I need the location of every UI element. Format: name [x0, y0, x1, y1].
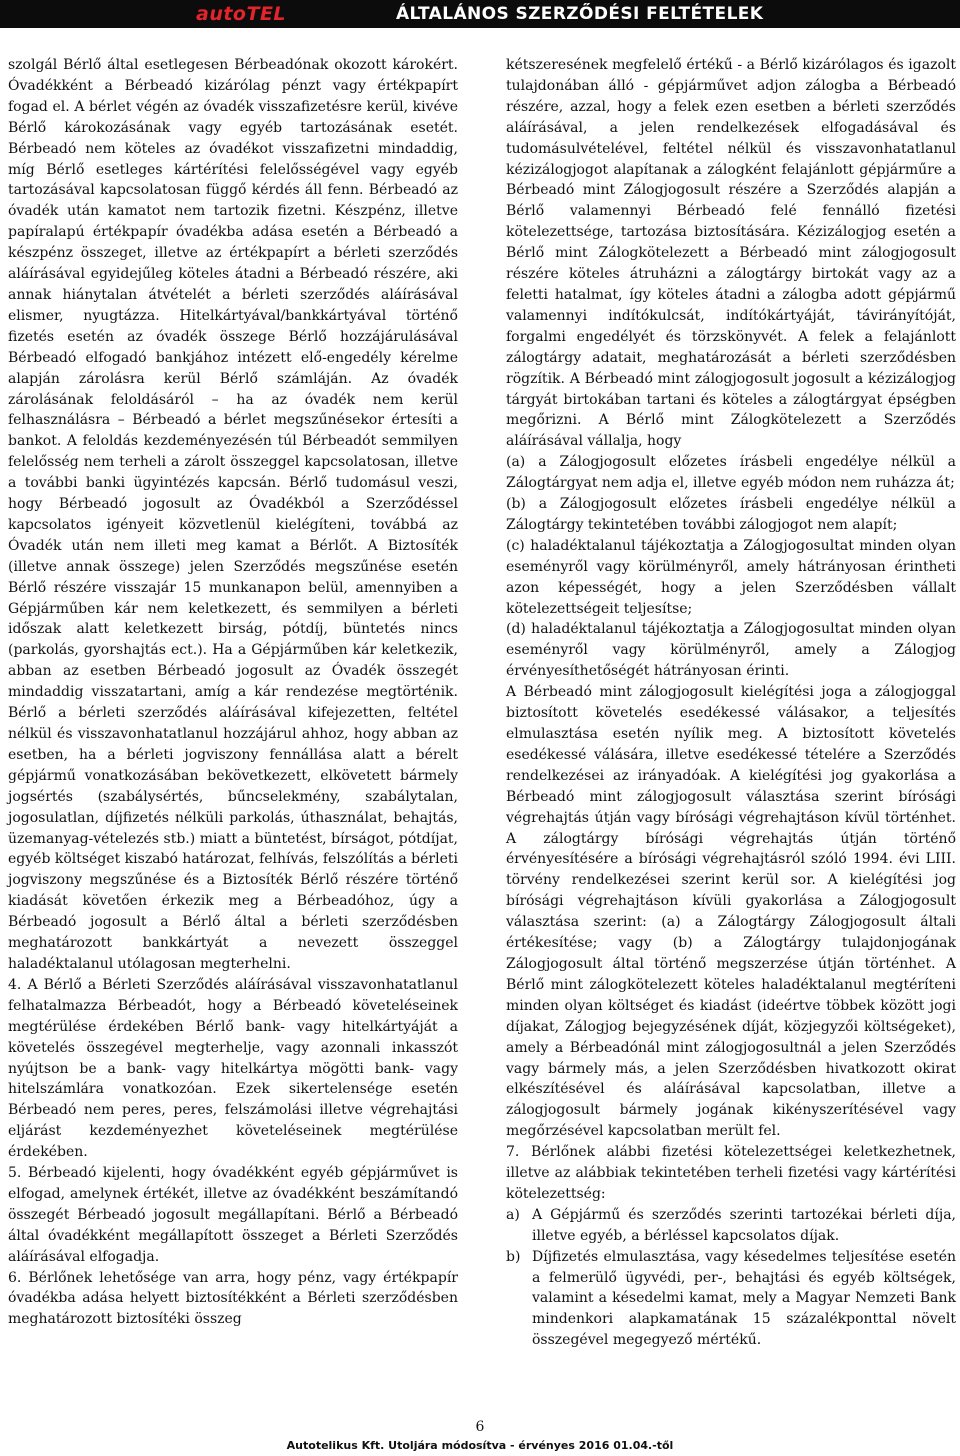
list-text: A Gépjármű és szerződés szerinti tartozékai bérleti díja, illetve egyéb, a bérléssel kapcsolatos díjak. [532, 1206, 956, 1244]
list-item [506, 1247, 956, 1352]
list-marker: b) [506, 1248, 521, 1265]
right-column [506, 55, 956, 1351]
paragraph: 4. A Bérlő a Bérleti Szerződés aláírásával visszavonhatatlanul felhatalmazza Bérbeadót, hogy a Bérbeadó követeléseinek megtérülése érdekében Bérlő bank- vagy hitelkártyáját a követelés összegével megterhelje, vagy azonnali inkasszót nyújtson be a bank- vagy hitelkártya mögötti bank- vagy hitelszámlára vonatkozóan. Ezek sikertelensége esetén Bérbeadó nem peres, peres, felszámolási illetve végrehajtási eljárást kezdeményezhet követeléseinek megtérülése érdekében. [8, 976, 458, 1161]
page-number: 6 [475, 1419, 485, 1435]
list-item [506, 1205, 956, 1247]
list-item-b: (b) a Zálogjogosult előzetes írásbeli engedélye nélkül a Zálogtárgy tekintetében további zálogjogot nem alapít; [506, 496, 956, 533]
paragraph: 7. Bérlőnek alábbi fizetési kötelezettségei keletkezhetnek, illetve az alábbiak tekintetében terheli fizetési vagy kártérítési kötelezettség: [506, 1144, 956, 1202]
page-footer: Autotelikus Kft. Utoljára módosítva - érvényes 2016 01.04.-től [286, 1439, 674, 1452]
list-item-c: (c) haladéktalanul tájékoztatja a Zálogjogosultat minden olyan eseményről vagy körülményről, amely hátrányosan érintheti azon képességét, hogy a jelen Szerződésben vállalt kötelezettségeit teljesítse; [506, 537, 956, 617]
list-marker: a) [506, 1206, 520, 1223]
list-item-a: (a) a Zálogjogosult előzetes írásbeli engedélye nélkül a Zálogtárgyat nem adja el, illetve egyéb módon nem ruházza át; [506, 454, 956, 492]
list-item-d: (d) haladéktalanul tájékoztatja a Zálogjogosultat minden olyan eseményről vagy körülményről, amely a Zálogjog érvényesíthetőségét hátrányosan érinti. [506, 621, 956, 680]
list-text: Díjfizetés elmulasztása, vagy késedelmes teljesítése esetén a felmerülő ügyvédi, per-, behajtási és egyéb költségek, valamint a késedelmi kamat, mely a Magyar Nemzeti Bank mindenkori alapkamatának 15 százalékponttal növelt összegével megegyező mértékű. [532, 1248, 956, 1349]
left-column [8, 55, 458, 1330]
autotel-logo: autoTEL [196, 3, 287, 25]
paragraph: szolgál Bérlő által esetlegesen Bérbeadónak okozott károkért. Óvadékként a Bérbeadó kizárólag pénzt vagy értékpapírt fogad el. A bérlet végén az óvadék visszafizetésre kerül, kivéve Bérlő károkozásának vagy egyéb tartozásának esetét. Bérbeadó nem köteles az óvadékot visszafizetni mindaddig, míg Bérlő esetleges kártérítési felelősségével vagy egyéb tartozásával kapcsolatosan függő kérdés áll fenn. Bérbeadó az óvadék után kamatot nem tartozik fizetni. Készpénz, illetve papíralapú értékpapír óvadékba adása esetén a Bérbeadó a készpénz összeget, illetve az értékpapírt a bérleti szerződés aláírásával egyidejűleg köteles átadni a Bérbeadó részére, aki annak hiánytalan átvételét a bérleti szerződés aláírásával elismer, nyugtázza. Hitelkártyával/bankkártyával történő fizetés esetén az óvadék összege Bérlő hozzájárulásával Bérbeadó elfogadó bankjához intézett elő-engedély kérelme alapján zárolásra kerül Bérlő számláján. Az óvadék zárolásának feloldásáról – ha az óvadék nem kerül felhasználásra – Bérbeadó a bérlet megszűnésekor értesíti a bankot. A feloldás kezdeményezésén túl Bérbeadót semmilyen felelősség nem terheli a zárolt összeggel kapcsolatosan, illetve a további banki ügyintézés kapcsán. Bérlő tudomásul veszi, hogy Bérbeadó jogosult az Óvadékból a Szerződéssel kapcsolatos igényeit közvetlenül kielégíteni, továbbá az Óvadék után nem illeti meg kamat a Bérlőt. A Biztosíték (illetve annak összege) jelen Szerződés megszűnése esetén Bérlő részére visszajár 15 munkanapon belül, amennyiben a Gépjárműben kár nem keletkezett, és semmilyen a bérleti időszak alatt keletkezett birság, pótdíj, büntetés nincs (parkolás, gyorshajtás ect.). Ha a Gépjárműben kár keletkezik, abban az esetben Bérbeadó jogosult az Óvadék összegét mindaddig visszatartani, amíg a kár rendezése megtörténik. Bérlő a bérleti szerződés aláírásával kifejezetten, feltétel nélkül és visszavonhatatlanul hozzájárul ahhoz, hogy abban az esetben, ha a bérleti jogviszony fennállása alatt a bérelt gépjármű vonatkozásában bekövetkezett, elkövetett bármely jogsértés (szabálysértés, bűncselekmény, szabálytalan, jogosulatlan, díjfizetés nélküli parkolás, úthasználat, behajtás, üzemanyag-vételezés stb.) miatt a büntetést, bírságot, pótdíjat, egyéb költséget kiszabó határozat, felhívás, felszólítás a bérleti jogviszony megszűnése és a Biztosíték Bérlő részére történő kiadását követően érkezik meg a Bérbeadóhoz, úgy a Bérbeadó jogosult a Bérlő által a bérleti szerződésben meghatározott bankkártyát a nevezett összeggel haladéktalanul utólagosan megterhelni. [8, 57, 458, 972]
paragraph: 6. Bérlőnek lehetősége van arra, hogy pénz, vagy értékpapír óvadékba adása helyett biztosítékként a Bérleti szerződésben meghatározott biztosítéki összeg [8, 1269, 458, 1328]
paragraph: A Bérbeadó mint zálogjogosult kielégítési joga a zálogjoggal biztosított követelés esedékessé válásakor, a teljesítés elmulasztása esetén nyílik meg. A biztosított követelés esedékessé válására, illetve esedékessé tételére a Szerződés rendelkezései az irányadóak. A kielégítési jog gyakorlása a Bérbeadó mint zálogjogosult választása szerint bírósági végrehajtás útján vagy bírósági végrehajtáson kívül történhet. A zálogtárgy bírósági végrehajtás útján történő érvényesítésére a bírósági végrehajtásról szóló 1994. évi LIII. törvény rendelkezései szerint kerül sor. A kielégítési jog bírósági végrehajtáson kívüli gyakorlása a Zálogjogosult választása szerint: (a) a Zálogtárgy Zálogjogosult általi értékesítése; vagy (b) a Zálogtárgy tulajdonjogának Zálogjogosult által történő megszerzése útján történhet. A Bérlő mint zálogkötelezett köteles haladéktalanul megtéríteni minden olyan költséget és kiadást (ideértve többek között jogi díjakat, Zálogjog bejegyzésének díját, közjegyzői költségeket), amely a Bérbeadónál mint zálogjogosultnál a jelen Szerződés vagy bármely más, a jelen Szerződésben hivatkozott okirat elkészítésével és aláírásával kapcsolatban, illetve a zálogjogosult bármely jogának kikényszerítésével vagy megőrzésével kapcsolatban merült fel. [506, 684, 956, 1140]
page-header [0, 0, 960, 28]
document-title: ÁLTALÁNOS SZERZŐDÉSI FELTÉTELEK [396, 4, 764, 24]
paragraph: 5. Bérbeadó kijelenti, hogy óvadékként egyéb gépjárművet is elfogad, amelynek értékét, illetve az óvadékként beszámítandó összegét Bérbeadó jogosult megállapítani. Bérlő a Bérbeadó által óvadékként megállapított összeget a Bérleti Szerződés aláírásával elfogadja. [8, 1165, 458, 1265]
paragraph: kétszeresének megfelelő értékű - a Bérlő kizárólagos és igazolt tulajdonában álló - gépjárművet adjon zálogba a Bérbeadó részére, azzal, hogy a felek ezen esetben a bérleti szerződés aláírásával, a jelen rendelkezések elfogadásával és tudomásulvételével, feltétel nélkül és visszavonhatatlanul kézizálogjogot alapítanak a zálogként felajánlott gépjárműre a Bérbeadó mint Zálogjogosult részére a Szerződés alapján a Bérlő valamennyi Bérbeadó felé fennálló fizetési kötelezettsége, tartozása biztosítására. Kézizálogjog esetén a Bérlő mint Zálogkötelezett a Bérbeadó mint zálogjogosult részére köteles átruházni a zálogtárgy birtokát vagy az a feletti hatalmat, így köteles átadni a zálogba adott gépjármű valamennyi indítókulcsát, indítókártyáját, távirányítóját, forgalmi engedélyét és törzskönyvét. A felek a felajánlott zálogtárgy adatait, meghatározását a bérleti szerződésben rögzítik. A Bérbeadó mint zálogjogosult jogosult a kézizálogjog tárgyát birtokában tartani és köteles a zálogtárgyat épségben megőrizni. A Bérlő mint Zálogkötelezett a Szerződés aláírásával vállalja, hogy [506, 57, 956, 450]
